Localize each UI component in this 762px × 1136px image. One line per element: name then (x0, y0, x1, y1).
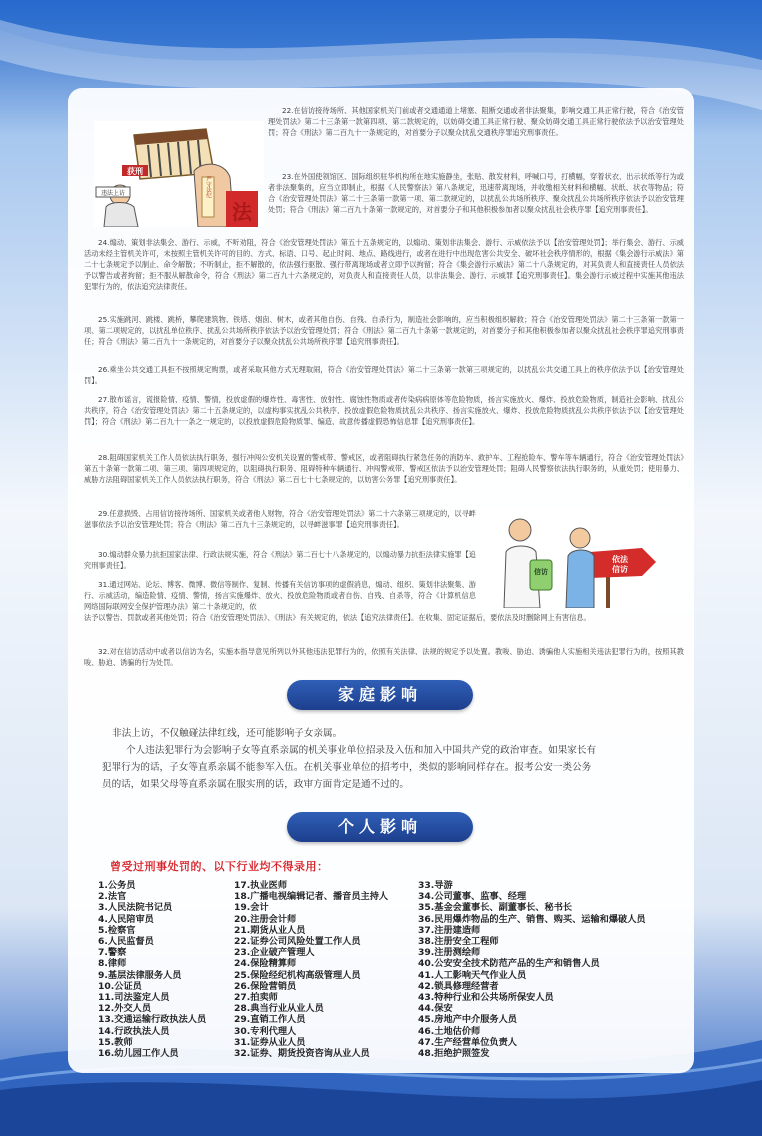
industry-item: 31.证券从业人员 (234, 1036, 306, 1048)
industry-item: 21.期货从业人员 (234, 924, 306, 936)
regulation-27: 27.散布谣言，谎报险情、疫情、警情，投放虚假的爆炸性、毒害性、放射性、腐蚀性物质或者传染病病原体等危险物质，扬言实施放火、爆炸、投放危险物质，制造社会影响、扰乱公共秩序，符合《治安管理处罚法》第二十五条规定的，以虚构事实扰乱公共秩序、投放虚假危险物质扰乱公共秩序、扬言实施放火、爆炸、投放危险物质扰乱公共秩序依法予以【治安管理处罚】；符合《刑法》第二百九十一条之一规定的，以投放虚假危险物质罪、编造、故意传播虚假恐怖信息罪【追究刑事责任】。 (84, 395, 684, 426)
personal-impact-title: 个人影响 (287, 812, 473, 842)
law-character: 法 (232, 200, 252, 224)
family-text-3: 犯罪行为的话，子女等直系亲属不能参军入伍。在机关事业单位的招考中，类似的影响同样存在。报考公安一类公务 (102, 762, 592, 773)
industry-item: 15.教师 (98, 1036, 133, 1048)
industry-item: 16.幼儿园工作人员 (98, 1048, 179, 1060)
industry-item: 33.导游 (418, 880, 453, 891)
industry-item: 6.人民监督员 (98, 936, 154, 948)
industry-item: 24.保险精算师 (234, 958, 297, 970)
industry-item: 42.锁具修理经营者 (418, 980, 499, 992)
petition-tag-label: 违法上访 (100, 190, 126, 197)
industry-item: 39.注册测绘师 (418, 947, 481, 959)
industry-item: 14.行政执法人员 (98, 1025, 170, 1037)
lawful-petition-sign: 依法 (612, 555, 628, 564)
industry-item: 10.公证员 (98, 980, 142, 992)
industry-item: 2.法官 (98, 891, 127, 903)
industry-item: 8.律师 (98, 958, 127, 970)
industry-item: 23.企业破产管理人 (234, 947, 315, 959)
industry-item: 20.注册会计师 (234, 913, 297, 925)
industry-item: 26.保险营销员 (234, 980, 297, 992)
industry-list-col2 (234, 880, 388, 1059)
industry-item: 3.人民法院书记员 (98, 902, 173, 914)
industry-item: 7.警察 (98, 947, 127, 959)
regulation-24: 24.煽动、策划非法集会、游行、示威，不听劝阻，符合《治安管理处罚法》第五十五条规定的，以煽动、策划非法集会、游行、示威依法予以【治安管理处罚】；举行集会、游行、示威活动未经主管机关许可，未按照主管机关许可的目的、方式、标语、口号、起止时间、地点、路线进行，或者在进行中出现危害公共安全、破坏社会秩序情形的，根据《集会游行示威法》第二十七条规定予以制止、命令解散；不听制止，拒不解散的，依法强行驱散、强行带离现场或者立即予以拘留；符合《集会游行示威法》第二十八条规定的，对其负责人和直接责任人员依法予以警告或者拘留；拒不服从解散命令，符合《刑法》第二百九十六条规定的，对负责人和直接责任人员，以非法集会、游行、示威罪【追究刑事责任】。集会游行示威过程中实施其他违法犯罪行为的，依法追究法律责任。 (84, 238, 684, 291)
regulation-23: 23.在外国使领馆区、国际组织驻华机构所在地实施静坐，张贴、散发材料，呼喊口号，打横幅，穿着状衣、出示状纸等行为或者非法聚集的，应当立即制止，根据《人民警察法》第八条规定，迅速带离现场，并收缴相关材料和横幅、状纸、状衣等物品；符合《治安管理处罚法》第二十三条第一款第一项、第二款规定的，以扰乱公共场所秩序、聚众扰乱公共场所秩序依法予以治安管理处罚；符合《刑法》第二百九十条第一款规定的，对首要分子和其他积极参加者以聚众扰乱社会秩序罪【追究刑事责任】。 (268, 172, 684, 214)
regulation-22: 22.在信访接待场所、其他国家机关门前或者交通通道上堵塞、阻断交通或者非法聚集，影响交通工具正常行驶，符合《治安管理处罚法》第二十三条第一款第四项、第二款规定的，以妨碍交通工具正常行驶、聚众妨碍交通工具正常行驶依法予以治安管理处罚；符合《刑法》第二百九十一条规定的，对首要分子以聚众扰乱交通秩序罪追究刑事责任。 (268, 106, 684, 137)
industry-list-col1 (98, 880, 206, 1059)
industry-item: 18.广播电视编辑记者、播音员主持人 (234, 891, 389, 903)
jail-sign-label: 获刑 (127, 167, 143, 176)
industry-item: 28.典当行业从业人员 (234, 1003, 324, 1015)
industry-item: 27.拍卖师 (234, 992, 278, 1004)
family-text-1: 非法上访，不仅触碰法律红线，还可能影响子女亲属。 (112, 728, 343, 739)
industry-item: 12.外交人员 (98, 1003, 152, 1015)
industry-item: 45.房地产中介服务人员 (418, 1014, 517, 1026)
industry-item: 11.司法鉴定人员 (98, 992, 170, 1004)
industry-item: 36.民用爆炸物品的生产、销售、购买、运输和爆破人员 (418, 913, 646, 925)
industry-list-col3 (418, 880, 646, 1059)
industry-item: 17.执业医师 (234, 880, 288, 891)
industry-item: 32.证券、期货投资咨询从业人员 (234, 1048, 370, 1060)
regulation-25: 25.实施跳河、跳楼、跳桥，攀爬建筑物、铁塔、烟囱、树木，或者其他自伤、自残、自杀行为，制造社会影响的，应当积极组织解救；符合《治安管理处罚法》第二十三条第一款第一项、第二项规定的，以扰乱单位秩序、扰乱公共场所秩序依法予以治安管理处罚；符合《刑法》第二百九十条第一款规定的，对首要分子和其他积极参加者以聚众扰乱社会秩序罪追究刑事责任；符合《刑法》第二百九十一条规定的，对首要分子以聚众扰乱公共场所秩序罪【追究刑事责任】。 (84, 315, 684, 346)
industry-item: 38.注册安全工程师 (418, 936, 499, 948)
regulation-30: 30.煽动群众暴力抗拒国家法律、行政法规实施，符合《刑法》第二百七十八条规定的，以煽动暴力抗拒法律实施罪【追究刑事责任】。 (84, 550, 476, 570)
industry-item: 25.保险经纪机构高级管理人员 (234, 969, 361, 981)
svg-text:信访: 信访 (612, 565, 628, 574)
bag-label: 信访 (534, 568, 548, 576)
industry-item: 37.注册建造师 (418, 924, 481, 936)
industry-item: 47.生产经营单位负责人 (418, 1036, 517, 1048)
industry-item: 35.基金会董事长、副董事长、秘书长 (418, 902, 573, 914)
regulation-31: 31.通过网站、论坛、博客、微博、微信等制作、复制、传播有关信访事项的虚假消息，煽动、组织、策划非法聚集、游行、示威活动，编造险情、疫情、警情，扬言实施爆炸、放火、投放危险物质或者自伤、自残、自杀等，符合《计算机信息网络国际联网安全保护管理办法》第二十条规定的，依 (84, 580, 476, 611)
regulation-28: 28.阻碍国家机关工作人员依法执行职务，强行冲闯公安机关设置的警戒带、警戒区，或者阻碍执行紧急任务的消防车、救护车、工程抢险车、警车等车辆通行，符合《治安管理处罚法》第五十条第一款第二项、第三项、第四项规定的，以阻碍执行职务、阻碍特种车辆通行、冲闯警戒带、警戒区依法予以治安管理处罚；阻碍人民警察依法执行职务的，从重处罚；使用暴力、威胁方法阻碍国家机关工作人员依法执行职务，符合《刑法》第二百七十七条规定的，以妨害公务罪【追究刑事责任】。 (84, 453, 684, 484)
industry-item: 4.人民陪审员 (98, 913, 154, 925)
illustration-illegal-petition (94, 121, 264, 227)
discipline-text: 严守法纪 (205, 176, 211, 198)
industry-item: 5.检察官 (98, 924, 136, 936)
industry-item: 9.基层法律服务人员 (98, 969, 182, 981)
content-card (68, 88, 694, 1073)
industry-item: 1.公务员 (98, 880, 136, 891)
industry-item: 22.证券公司风险处置工作人员 (234, 936, 361, 948)
industry-item: 29.直销工作人员 (234, 1014, 306, 1026)
industry-item: 43.特种行业和公共场所保安人员 (418, 992, 554, 1004)
regulation-32: 32.对在信访活动中或者以信访为名，实施本指导意见所列以外其他违法犯罪行为的，依照有关法律、法规的规定予以处置。教唆、胁迫、诱骗他人实施相关违法犯罪行为的，按照其教唆、胁迫、诱骗的行为处罚。 (84, 647, 684, 667)
family-text-2: 个人违法犯罪行为会影响子女等直系亲属的机关事业单位招录及入伍和加入中国共产党的政治审查。如果家长有 (126, 745, 597, 756)
industry-item: 44.保安 (418, 1003, 453, 1015)
regulation-29: 29.任意损毁、占用信访接待场所、国家机关或者他人财物，符合《治安管理处罚法》第二十六条第三项规定的，以寻衅滋事依法予以治安管理处罚；符合《刑法》第二百九十三条规定的，以寻衅滋事罪【追究刑事责任】。 (84, 509, 476, 529)
regulation-26: 26.乘坐公共交通工具拒不按照规定购票，或者采取其他方式无理取闹，符合《治安管理处罚法》第二十三条第一款第三项规定的，以扰乱公共交通工具上的秩序依法予以【治安管理处罚】。 (84, 365, 684, 385)
industry-item: 13.交通运输行政执法人员 (98, 1014, 207, 1026)
industry-item: 34.公司董事、监事、经理 (418, 891, 527, 903)
industry-item: 40.公安安全技术防范产品的生产和销售人员 (418, 958, 600, 970)
industry-item: 48.拒绝护照签发 (418, 1048, 490, 1060)
family-text-4: 员的话，如果父母等直系亲属在服实刑的话，政审方面肯定是通不过的。 (102, 779, 409, 790)
illustration-lawful-petition (480, 508, 662, 608)
family-impact-title: 家庭影响 (287, 680, 473, 710)
regulation-31-cont: 法予以警告、罚款或者其他处罚；符合《治安管理处罚法》、《刑法》有关规定的，依法【追究法律责任】。在收集、固定证据后，要依法及时删除网上有害信息。 (84, 613, 591, 622)
industry-item: 19.会计 (234, 902, 269, 914)
industry-item: 41.人工影响天气作业人员 (418, 969, 527, 981)
restricted-industries-heading: 曾受过刑事处罚的、以下行业均不得录用： (110, 860, 329, 873)
industry-item: 46.土地估价师 (418, 1025, 481, 1037)
industry-item: 30.专利代理人 (234, 1025, 297, 1037)
